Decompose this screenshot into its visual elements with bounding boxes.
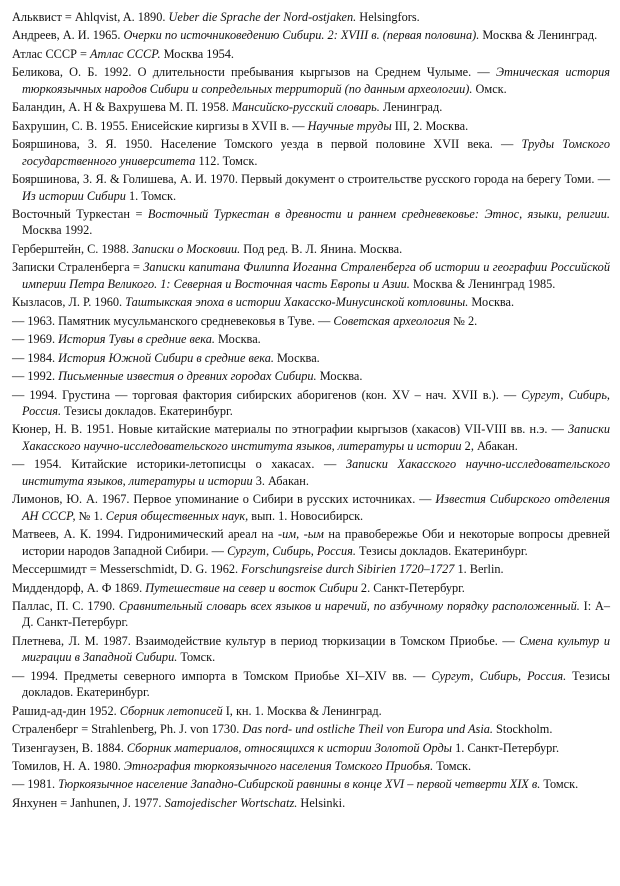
- bibliography-entry: [12, 561, 610, 577]
- entry-text: Омск.: [472, 81, 507, 96]
- entry-text: Кызласов, Л. Р. 1960.: [12, 295, 126, 310]
- entry-text: Москва & Ленинград.: [479, 28, 598, 43]
- entry-text: Беликова, О. Б. 1992. О длительности пребывания кыргызов на Среднем Чулыме. —: [12, 65, 496, 80]
- bibliography-entry: [12, 668, 610, 701]
- entry-text: Москва.: [273, 350, 320, 365]
- entry-text: Ленинград.: [379, 100, 443, 115]
- bibliography-entry: [12, 526, 610, 559]
- entry-title-italic: Сургут, Сибирь, Россия.: [431, 668, 567, 683]
- entry-text: Бояршинова, З. Я. 1950. Население Томского уезда в первой половине XVII века. —: [12, 137, 522, 152]
- entry-title-italic: Forschungsreise durch Sibirien 1720–1727: [241, 562, 455, 577]
- entry-title-italic: Записки о Московии.: [132, 241, 241, 256]
- entry-text: на правобережье Оби и некоторые вопросы древней истории народов Западной Сибири. —: [22, 527, 610, 558]
- entry-text: Рашид-ад-дин 1952.: [12, 703, 120, 718]
- entry-text: Бояршинова, З. Я. & Голишева, А. И. 1970. Первый документ о строительстве русского города на берегу Томи. —: [12, 172, 610, 187]
- bibliography-entry: [12, 331, 610, 347]
- entry-title-italic: Этнография тюркоязычного населения Томского Приобья.: [123, 759, 434, 774]
- entry-text: Томилов, Н. А. 1980.: [12, 759, 124, 774]
- bibliography-entry: [12, 368, 610, 384]
- entry-text: — 1954. Китайские историки-летописцы о хакасах. —: [12, 457, 347, 472]
- bibliography-entry: [12, 259, 610, 292]
- entry-title-italic: Samojedischer Wortschatz.: [164, 795, 298, 810]
- entry-title-italic: Смена культур и миграции в Западной Сибири.: [22, 633, 611, 665]
- bibliography-entry: [12, 99, 610, 115]
- entry-text: № 1.: [75, 508, 106, 523]
- entry-text: Москва.: [468, 295, 515, 310]
- bibliography-entry: [12, 9, 610, 25]
- entry-text: Альквист = Ahlqvist, A. 1890.: [12, 10, 169, 24]
- entry-title-italic: Сравнительный словарь всех языков и наречий, по азбучному порядку расположенный.: [118, 598, 580, 613]
- entry-text: 2, Абакан.: [461, 438, 518, 453]
- entry-title-italic: Таштыкская эпоха в истории Хакасско-Минусинской котловины.: [125, 295, 469, 310]
- bibliography-entry: [12, 136, 610, 169]
- entry-title-italic: Сургут, Сибирь, Россия.: [22, 387, 610, 418]
- entry-text: — 1969.: [12, 332, 59, 347]
- bibliography-entry: [12, 206, 610, 239]
- entry-title-italic: Записки Хакасского научно-исследовательского института языков, литературы и истории: [22, 422, 610, 453]
- entry-text: Helsingfors.: [356, 10, 420, 24]
- entry-title-italic: Известия Сибирского отделения АН СССР,: [22, 492, 610, 523]
- entry-text: 1. Томск.: [125, 188, 177, 203]
- entry-title-italic: История Южной Сибири в средние века.: [58, 350, 274, 365]
- entry-title-italic: Труды Томского государственного университета: [22, 137, 610, 168]
- bibliography-entry: [12, 703, 610, 719]
- entry-text: Тизенгаузен, В. 1884.: [12, 740, 127, 755]
- bibliography-entry: [12, 633, 610, 666]
- entry-text: Восточный Туркестан =: [12, 206, 148, 221]
- entry-title-italic: Серия общественных наук,: [105, 508, 249, 523]
- bibliography-entry: [12, 313, 610, 329]
- bibliography-entry: [12, 118, 610, 134]
- entry-text: Плетнева, Л. М. 1987. Взаимодействие культур в период тюркизации в Томском Приобье. —: [12, 633, 520, 648]
- entry-title-italic: Тюркоязычное население Западно-Сибирской равнины в конце XVI – первой четверти XIX в.: [58, 777, 541, 792]
- entry-title-italic: Этническая история тюркоязычных народов Сибири и сопредельных территорий (по данным археологии).: [22, 65, 610, 96]
- bibliography-entry: [12, 171, 610, 204]
- entry-text: вып. 1. Новосибирск.: [248, 508, 364, 523]
- bibliography-entry: [12, 64, 610, 97]
- entry-text: Тезисы докладов. Екатеринбург.: [61, 403, 233, 418]
- entry-text: 3. Абакан.: [252, 473, 309, 488]
- entry-title-italic: Сборник материалов, относящихся к истории Золотой Орды: [126, 740, 452, 755]
- entry-text: Паллас, П. С. 1790.: [12, 598, 119, 613]
- entry-text: Янхунен = Janhunen, J. 1977.: [12, 795, 165, 810]
- entry-title-italic: Сургут, Сибирь, Россия.: [227, 543, 356, 558]
- bibliography-entry: [12, 721, 610, 737]
- entry-title-italic: Очерки по источниковедению Сибири. 2: XVIII в. (первая половина).: [123, 28, 480, 43]
- bibliography-list: [12, 9, 610, 811]
- bibliography-entry: [12, 758, 610, 774]
- entry-text: 112. Томск.: [195, 153, 258, 168]
- entry-text: Москва 1954.: [160, 46, 234, 61]
- entry-title-italic: История Тувы в средние века.: [58, 332, 215, 347]
- entry-title-italic: -им, -ым: [277, 527, 324, 542]
- bibliography-entry: [12, 387, 610, 420]
- entry-text: Записки Страленберга =: [12, 260, 144, 275]
- bibliography-entry: [12, 456, 610, 489]
- bibliography-entry: [12, 580, 610, 596]
- entry-text: Stockholm.: [492, 722, 553, 737]
- entry-title-italic: Восточный Туркестан в древности и раннем средневековье: Этнос, языки, религии.: [147, 206, 610, 221]
- entry-title-italic: Письменные известия о древних городах Сибири.: [58, 369, 317, 384]
- entry-text: 1. Санкт-Петербург.: [452, 740, 560, 755]
- bibliography-entry: [12, 491, 610, 524]
- entry-title-italic: Атлас СССР.: [90, 46, 161, 61]
- entry-text: Москва & Ленинград 1985.: [409, 276, 556, 291]
- entry-text: Кюнер, Н. В. 1951. Новые китайские материалы по этнографии кыргызов (хакасов) VII-VIII вв. н.э. —: [12, 422, 569, 437]
- entry-text: Москва 1992.: [22, 223, 93, 238]
- entry-title-italic: Сборник летописей: [119, 703, 223, 718]
- entry-text: Москва.: [316, 369, 363, 384]
- entry-text: — 1984.: [12, 350, 59, 365]
- bibliography-entry: [12, 598, 610, 631]
- entry-title-italic: Из истории Сибири: [22, 188, 126, 203]
- entry-title-italic: Das nord- und ostliche Theil von Europa und Asia.: [242, 722, 493, 737]
- entry-text: Андреев, А. И. 1965.: [12, 28, 124, 43]
- bibliography-entry: [12, 740, 610, 756]
- entry-text: Лимонов, Ю. А. 1967. Первое упоминание о Сибири в русских источниках. —: [12, 492, 436, 507]
- bibliography-entry: [12, 294, 610, 310]
- entry-text: Тезисы докладов. Екатеринбург.: [355, 543, 528, 558]
- bibliography-entry: [12, 776, 610, 792]
- entry-text: III, 2. Москва.: [391, 118, 469, 133]
- bibliography-entry: [12, 350, 610, 366]
- entry-text: Томск.: [433, 759, 472, 774]
- entry-text: Матвеев, А. К. 1994. Гидронимический ареал на: [12, 527, 278, 542]
- entry-text: — 1994. Предметы северного импорта в Томском Приобье XI–XIV вв. —: [12, 668, 432, 683]
- entry-text: — 1981.: [12, 777, 59, 792]
- bibliography-entry: [12, 46, 610, 62]
- entry-text: Москва.: [214, 332, 261, 347]
- entry-title-italic: Записки капитана Филиппа Иоганна Страленберга об истории и географии Российской империи Петра Великого. 1: Северная и Восточная часть Европы и Азии.: [22, 260, 610, 291]
- entry-text: Атлас СССР =: [12, 46, 90, 61]
- entry-title-italic: Мансийско-русский словарь.: [231, 100, 380, 115]
- entry-text: Мессершмидт = Messerschmidt, D. G. 1962.: [12, 562, 242, 577]
- bibliography-entry: [12, 27, 610, 43]
- entry-text: Helsinki.: [297, 795, 346, 810]
- entry-title-italic: Путешествие на север и восток Сибири: [145, 580, 358, 595]
- entry-text: Томск.: [177, 650, 216, 665]
- entry-title-italic: Советская археология: [333, 313, 451, 328]
- entry-text: Под ред. В. Л. Янина. Москва.: [240, 241, 403, 256]
- entry-text: — 1963. Памятник мусульманского средневековья в Туве. —: [12, 313, 334, 328]
- entry-text: № 2.: [450, 313, 478, 328]
- entry-text: Тезисы докладов. Екатеринбург.: [22, 668, 610, 700]
- entry-text: — 1994. Грустина — торговая фактория сибирских аборигенов (кон. XV – нач. XVII в.). —: [12, 387, 522, 402]
- entry-title-italic: Научные труды: [307, 118, 392, 133]
- entry-title-italic: Ueber die Sprache der Nord-ostjaken.: [168, 10, 357, 24]
- bibliography-entry: [12, 421, 610, 454]
- entry-text: Герберштейн, С. 1988.: [12, 241, 133, 256]
- entry-text: 2. Санкт-Петербург.: [357, 580, 465, 595]
- entry-text: Томск.: [540, 777, 579, 792]
- entry-text: Бахрушин, С. В. 1955. Енисейские киргизы в XVII в. —: [12, 118, 308, 133]
- bibliography-entry: [12, 241, 610, 257]
- entry-text: I, кн. 1. Москва & Ленинград.: [222, 703, 382, 718]
- entry-text: Страленберг = Strahlenberg, Ph. J. von 1730.: [12, 722, 243, 737]
- entry-text: I: А–Д. Санкт-Петербург.: [22, 598, 610, 630]
- entry-text: — 1992.: [12, 369, 59, 384]
- entry-text: 1. Berlin.: [454, 562, 504, 577]
- entry-text: Баландин, А. Н & Вахрушева М. П. 1958.: [12, 100, 232, 115]
- entry-title-italic: Записки Хакасского научно-исследовательского института языков, литературы и истории: [22, 457, 611, 488]
- bibliography-entry: [12, 795, 610, 811]
- entry-text: Миддендорф, А. Ф 1869.: [12, 580, 146, 595]
